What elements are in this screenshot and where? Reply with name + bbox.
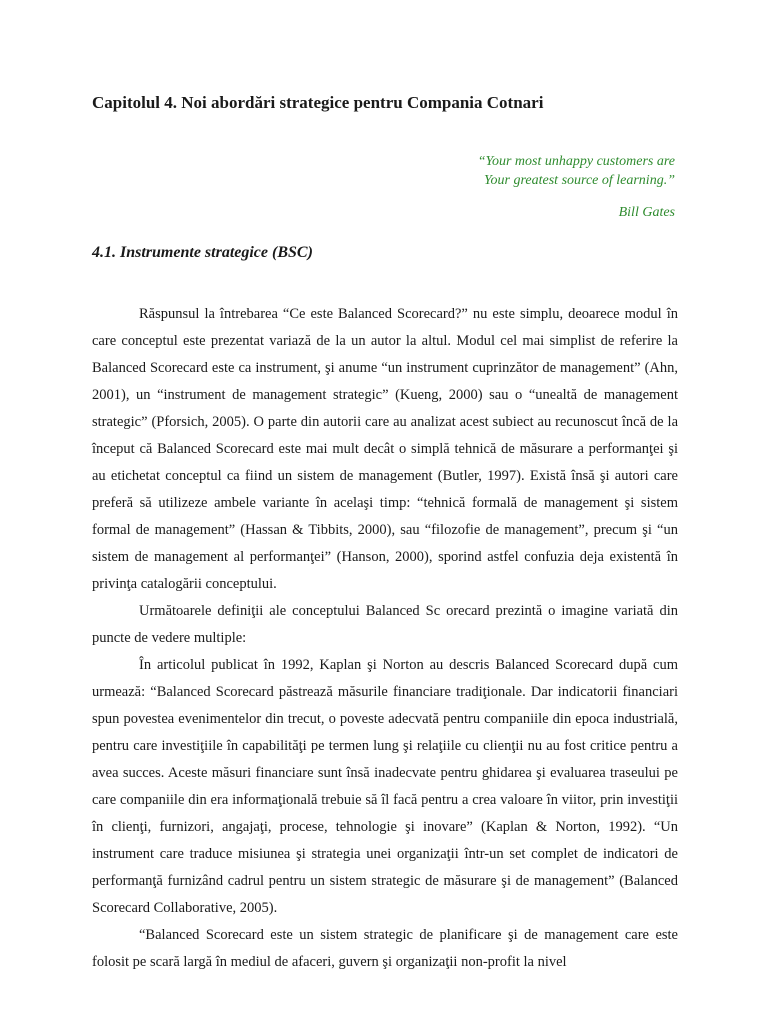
paragraph-2: Următoarele definiţii ale conceptului Balanced Sc orecard prezintă o imagine variată din puncte de vedere multiple: bbox=[92, 603, 678, 646]
paragraph-1: Răspunsul la întrebarea “Ce este Balanced Scorecard?” nu este simplu, deoarece modul în care conceptul este prezentat variază de la un autor la altul. Modul cel mai simplist de referire la Balanced Scorecard este ca instrument, şi anume “un instrument cuprinzător de management” (Ahn, 2001), un “instrument de management strategic” (Kueng, 2000) sau o “unealtă de management strategic” (Pforsich, 2005). O parte din autorii care au analizat acest subiect au recunoscut încă de la început că Balanced Scorecard este mai mult decât o simplă tehnică de măsurare a performanţei şi au etichetat conceptul ca fiind un sistem de management (Butler, 1997). Există însă şi autori care preferă să utilizeze ambele variante în acelaşi timp: “tehnică formală de management şi sistem formal de management” (Hassan & Tibbits, 2000), sau “filozofie de management”, precum şi “un sistem de management al performanţei” (Hanson, 2000), sporind astfel confuzia deja existentă în privinţa catalogării conceptului. bbox=[92, 306, 678, 592]
paragraph-4: “Balanced Scorecard este un sistem strategic de planificare şi de management care este folosit pe scară largă în mediul de afaceri, guvern şi organizaţii non-profit la nivel bbox=[92, 927, 678, 970]
epigraph-quote bbox=[478, 152, 675, 222]
quote-author: Bill Gates bbox=[618, 205, 675, 220]
chapter-title: Capitolul 4. Noi abordări strategice pentru Compania Cotnari bbox=[92, 93, 544, 112]
paragraph-3: În articolul publicat în 1992, Kaplan şi Norton au descris Balanced Scorecard după cum urmează: “Balanced Scorecard păstrează măsurile financiare tradiţionale. Dar indicatorii financiari spun povestea evenimentelor din trecut, o poveste adecvată pentru companiile din epoca industrială, pentru care investiţiile în capabilităţi pe termen lung şi relaţiile cu clienţii nu au fost critice pentru a avea succes. Aceste măsuri financiare sunt însă inadecvate pentru ghidarea şi evaluarea traseului pe care companiile din era informaţională trebuie să îl facă pentru a crea valoare în viitor, prin investiţii în clienţi, furnizori, angajaţi, procese, tehnologie şi inovare” (Kaplan & Norton, 1992). “Un instrument care traduce misiunea şi strategia unei organizaţii într-un set complet de indicatori de performanţă furnizând cadrul pentru un sistem strategic de măsurare şi de management” (Balanced Scorecard Collaborative, 2005). bbox=[92, 657, 678, 916]
section-title: 4.1. Instrumente strategice (BSC) bbox=[92, 244, 313, 261]
quote-line-1: “Your most unhappy customers are bbox=[477, 154, 675, 169]
body-text bbox=[92, 301, 678, 976]
quote-line-2: Your greatest source of learning.” bbox=[484, 173, 675, 188]
